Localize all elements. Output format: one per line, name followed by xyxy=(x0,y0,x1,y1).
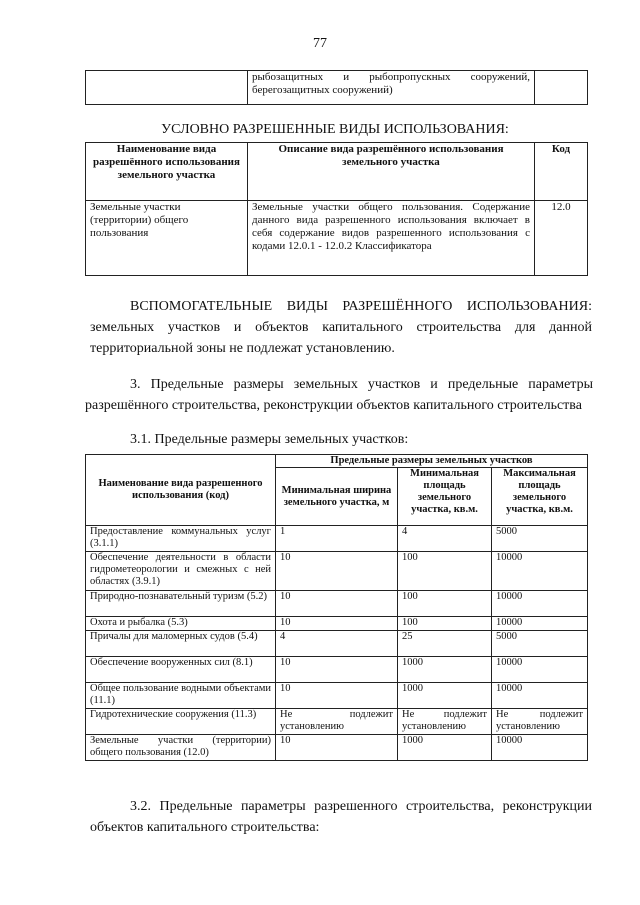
limits-group-header: Предельные размеры земельных участков xyxy=(276,455,588,468)
table-row: Общее пользование водными объектами (11.1) 10 1000 10000 xyxy=(86,683,588,709)
limits-col-max-area: Максимальная площадь земельного участка, кв.м. xyxy=(492,468,588,526)
header-name: Наименование вида разрешённого использования земельного участка xyxy=(86,143,248,201)
conditional-uses-table xyxy=(85,142,588,276)
top-table-fragment xyxy=(85,70,588,105)
table-row: Земельные участки (территории) общего пользования (12.0) 10 1000 10000 xyxy=(86,735,588,761)
limits-col-name: Наименование вида разрешенного использования (код) xyxy=(86,455,276,526)
table-row: Причалы для маломерных судов (5.4) 4 25 5000 xyxy=(86,631,588,657)
header-description: Описание вида разрешённого использования земельного участка xyxy=(248,143,535,201)
limits-col-width: Минимальная ширина земельного участка, м xyxy=(276,468,398,526)
section-3-1-heading: 3.1. Предельные размеры земельных участков: xyxy=(130,432,409,447)
top-table-text: рыбозащитных и рыбопропускных сооружений, берегозащитных сооружений) xyxy=(248,71,535,105)
conditional-uses-title: УСЛОВНО РАЗРЕШЕННЫЕ ВИДЫ ИСПОЛЬЗОВАНИЯ: xyxy=(161,122,509,137)
page-number: 77 xyxy=(313,36,327,51)
auxiliary-uses-text: ВСПОМОГАТЕЛЬНЫЕ ВИДЫ РАЗРЕШЁННОГО ИСПОЛЬЗОВАНИЯ: земельных участков и объектов капитального строительства для данной территориальной зоны не подлежат установлению. xyxy=(90,299,592,356)
row-code: 12.0 xyxy=(535,201,588,276)
section-3-text: 3. Предельные размеры земельных участков и предельные параметры разрешённого строительства, реконструкции объектов капитального строительства xyxy=(85,377,593,413)
table-row: Обеспечение деятельности в области гидрометеорологии и смежных с ней областях (3.9.1) 10 100 10000 xyxy=(86,552,588,591)
header-code: Код xyxy=(535,143,588,201)
table-row: Охота и рыбалка (5.3) 10 100 10000 xyxy=(86,617,588,631)
limits-table xyxy=(85,454,588,761)
row-description: Земельные участки общего пользования. Содержание данного вида разрешенного использования включает в себя содержание видов разрешенного использования с кодами 12.0.1 - 12.0.2 Классификатора xyxy=(248,201,535,276)
row-name: Земельные участки (территории) общего пользования xyxy=(86,201,248,276)
table-row: Природно-познавательный туризм (5.2) 10 100 10000 xyxy=(86,591,588,617)
table-row: Обеспечение вооруженных сил (8.1) 10 1000 10000 xyxy=(86,657,588,683)
limits-col-min-area: Минимальная площадь земельного участка, кв.м. xyxy=(398,468,492,526)
table-row: Гидротехнические сооружения (11.3) Не подлежит установлению Не подлежит установлению Не подлежит установлению xyxy=(86,709,588,735)
table-row: Предоставление коммунальных услуг (3.1.1) 1 4 5000 xyxy=(86,526,588,552)
section-3-2-text: 3.2. Предельные параметры разрешенного строительства, реконструкции объектов капитального строительства: xyxy=(90,799,592,835)
